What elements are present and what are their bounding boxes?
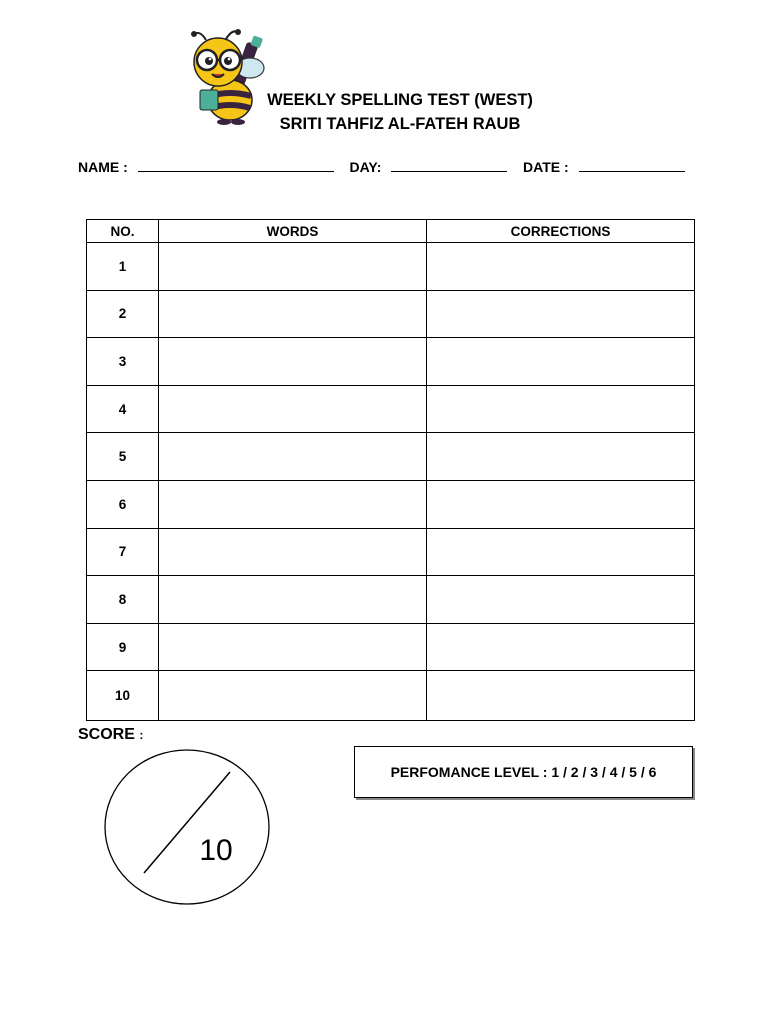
- correction-cell[interactable]: [427, 528, 695, 576]
- correction-cell[interactable]: [427, 671, 695, 721]
- score-label-text: SCORE: [78, 726, 135, 743]
- word-cell[interactable]: [159, 480, 427, 528]
- name-field[interactable]: [138, 158, 334, 172]
- table-row: [87, 528, 695, 576]
- performance-level-text: PERFOMANCE LEVEL : 1 / 2 / 3 / 4 / 5 / 6: [390, 764, 657, 780]
- table-row: [87, 671, 695, 721]
- day-field[interactable]: [391, 158, 507, 172]
- date-label: DATE :: [523, 159, 569, 175]
- table-row: [87, 576, 695, 624]
- correction-cell[interactable]: [427, 385, 695, 433]
- word-cell[interactable]: [159, 290, 427, 338]
- row-number: 7: [87, 528, 159, 576]
- row-number: 4: [87, 385, 159, 433]
- score-total: 10: [199, 834, 233, 867]
- correction-cell[interactable]: [427, 480, 695, 528]
- row-number: 10: [87, 671, 159, 721]
- name-label: NAME :: [78, 159, 128, 175]
- table-row: [87, 385, 695, 433]
- date-field[interactable]: [579, 158, 685, 172]
- correction-cell[interactable]: [427, 290, 695, 338]
- row-number: 6: [87, 480, 159, 528]
- header-no: NO.: [87, 220, 159, 243]
- word-cell[interactable]: [159, 671, 427, 721]
- correction-cell[interactable]: [427, 243, 695, 291]
- table-row: [87, 338, 695, 386]
- table-row: [87, 433, 695, 481]
- day-label: DAY:: [349, 159, 382, 175]
- word-cell[interactable]: [159, 576, 427, 624]
- score-label-colon: :: [139, 728, 144, 742]
- word-cell[interactable]: [159, 243, 427, 291]
- page-title: WEEKLY SPELLING TEST (WEST): [267, 91, 533, 109]
- word-cell[interactable]: [159, 528, 427, 576]
- score-circle: [103, 748, 271, 906]
- word-cell[interactable]: [159, 433, 427, 481]
- table-row: [87, 623, 695, 671]
- correction-cell[interactable]: [427, 576, 695, 624]
- performance-level-box: [354, 746, 693, 798]
- score-label: [78, 726, 143, 744]
- correction-cell[interactable]: [427, 433, 695, 481]
- school-name: SRITI TAHFIZ AL-FATEH RAUB: [279, 115, 521, 133]
- word-cell[interactable]: [159, 623, 427, 671]
- row-number: 5: [87, 433, 159, 481]
- row-number: 8: [87, 576, 159, 624]
- row-number: 3: [87, 338, 159, 386]
- table-row: [87, 243, 695, 291]
- word-cell[interactable]: [159, 338, 427, 386]
- row-number: 1: [87, 243, 159, 291]
- word-cell[interactable]: [159, 385, 427, 433]
- row-number: 2: [87, 290, 159, 338]
- correction-cell[interactable]: [427, 623, 695, 671]
- header-words: WORDS: [159, 220, 427, 243]
- info-row: [78, 157, 685, 177]
- correction-cell[interactable]: [427, 338, 695, 386]
- row-number: 9: [87, 623, 159, 671]
- table-header-row: [87, 220, 695, 243]
- spelling-table: [86, 219, 695, 721]
- table-row: [87, 480, 695, 528]
- table-row: [87, 290, 695, 338]
- header-corrections: CORRECTIONS: [427, 220, 695, 243]
